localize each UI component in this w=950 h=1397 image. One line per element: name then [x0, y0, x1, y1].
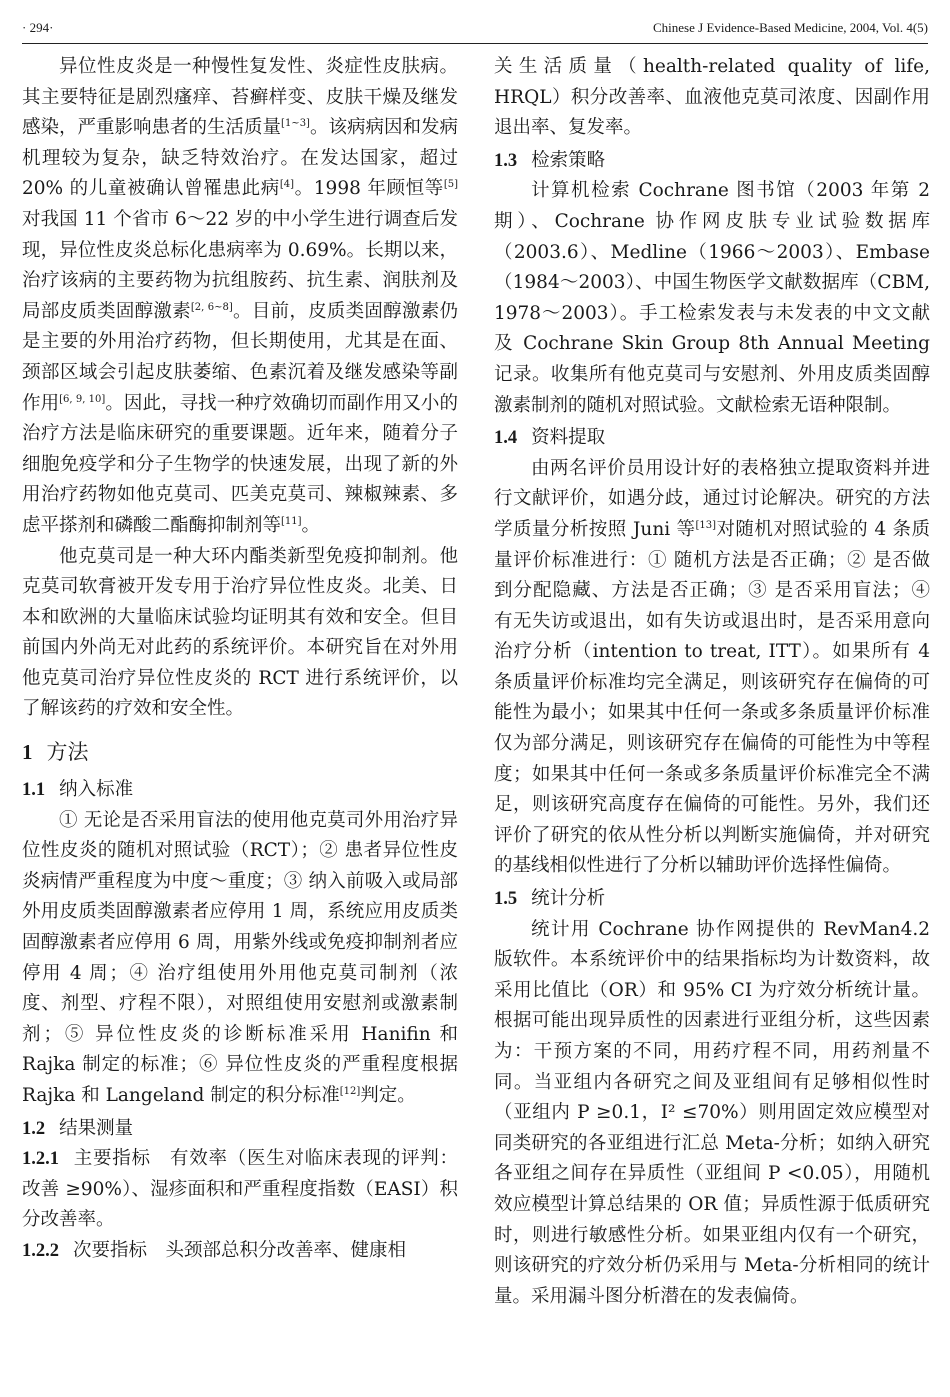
- intro-paragraph-1: 异位性皮炎是一种慢性复发性、炎症性皮肤病。其主要特征是剧烈瘙痒、苔癣样变、皮肤干燥及继发感染，严重影响患者的生活质量[1~3]。该病病因和发病机理较为复杂，缺乏特效治疗。在发达国家，超过 20% 的儿童被确认曾罹患此病[4]。1998 年顾恒等[5]对我国 11 个省市 6～22 岁的中小学生进行调查后发现，异位性皮炎总标化患病率为 0.69%。长期以来，治疗该病的主要药物为抗组胺药、抗生素、润肤剂及局部皮质类固醇激素[2, 6~8]。目前，皮质类固醇激素仍是主要的外用治疗药物，但长期使用，尤其是在面、颈部区域会引起皮肤萎缩、色素沉着及继发感染等副作用[6, 9, 10]。因此，寻找一种疗效确切而副作用又小的治疗方法是临床研究的重要课题。近年来，随着分子细胞免疫学和分子生物学的快速发展，出现了新的外用治疗药物如他克莫司、匹美克莫司、辣椒辣素、多虑平搽剂和磷酸二酯酶抑制剂等[11]。: [22, 56, 458, 536]
- search-strategy-paragraph: 计算机检索 Cochrane 图书馆（2003 年第 2 期）、Cochrane 协作网皮肤专业试验数据库（2003.6）、Medline（1966～2003）、Embase（1984～2003）、中国生物医学文献数据库（CBM, 1978～2003）。手工检索发表与未发表的中文文献及 Cochrane Skin Group 8th Annual Meeting 记录。收集所有他克莫司与安慰剂、外用皮质类固醇激素制剂的随机对照试验。文献检索无语种限制。: [494, 180, 930, 416]
- subsection-heading-statistics: 1.5 统计分析: [494, 888, 606, 910]
- primary-outcomes-paragraph: 1.2.1 主要指标 有效率（医生对临床表现的评判：改善 ≥90%）、湿疹面积和严重程度指数（EASI）积分改善率。: [22, 1148, 458, 1231]
- reference-mark: [13]: [695, 519, 716, 531]
- reference-mark: [4]: [279, 179, 295, 191]
- data-extraction-paragraph: 由两名评价员用设计好的表格独立提取资料并进行文献评价，如遇分歧，通过讨论解决。研究的方法学质量分析按照 Juni 等[13]对随机对照试验的 4 条质量评价标准进行：① 随机方法是否正确；② 是否做到分配隐藏、方法是否正确；③ 是否采用盲法；④ 有无失访或退出，如有失访或退出时，是否采用意向治疗分析（intention to treat, ITT）。如果所有 4 条质量评价标准均完全满足，则该研究存在偏倚的可能性为最小；如果其中任何一条或多条质量评价标准仅为部分满足，则该研究存在偏倚的可能性为中等程度；如果其中任何一条或多条质量评价标准完全不满足，则该研究高度存在偏倚的可能性。另外，我们还评价了研究的依从性分析以判断实施偏倚，并对研究的基线相似性进行了分析以辅助评价选择性偏倚。: [494, 457, 930, 877]
- secondary-outcomes-continued: 关生活质量（health-related quality of life, HRQL）积分改善率、血液他克莫司浓度、因副作用退出率、复发率。: [494, 56, 930, 139]
- page-number: · 294·: [22, 20, 54, 35]
- header-rule: [22, 43, 928, 44]
- reference-mark: [1~3]: [281, 118, 310, 130]
- reference-mark: [5]: [443, 179, 458, 191]
- secondary-outcomes-paragraph: 1.2.2 次要指标 头颈部总积分改善率、健康相: [22, 1239, 407, 1261]
- reference-mark: [12]: [339, 1086, 361, 1097]
- left-column: [22, 52, 458, 1267]
- running-header: [22, 18, 928, 40]
- right-column: [494, 52, 930, 1312]
- reference-mark: [6, 9, 10]: [59, 393, 106, 405]
- subsection-heading-outcomes: 1.2 结果测量: [22, 1117, 134, 1139]
- section-heading-methods: 1 方法: [22, 740, 89, 765]
- subsection-heading-search: 1.3 检索策略: [494, 149, 606, 171]
- subsection-heading-inclusion: 1.1 纳入标准: [22, 779, 134, 801]
- inclusion-criteria-paragraph: ① 无论是否采用盲法的使用他克莫司外用治疗异位性皮炎的随机对照试验（RCT）；② 患者异位性皮炎病情严重程度为中度～重度；③ 纳入前吸入或局部外用皮质类固醇激素者应停用 1 周，系统应用皮质类固醇激素者应停用 6 周，用紫外线或免疫抑制剂者应停用 4 周；④ 治疗组使用外用他克莫司制剂（浓度、剂型、疗程不限），对照组使用安慰剂或激素制剂；⑤ 异位性皮炎的诊断标准采用 Hanifin 和 Rajka 制定的标准；⑥ 异位性皮炎的严重程度根据 Rajka 和 Langeland 制定的积分标准[12]判定。: [22, 809, 458, 1106]
- reference-mark: [2, 6~8]: [190, 301, 233, 313]
- statistics-paragraph: 统计用 Cochrane 协作网提供的 RevMan4.2 版软件。本系统评价中的结果指标均为计数资料，故采用比值比（OR）和 95% CI 为疗效分析统计量。根据可能出现异质性的因素进行亚组分析，这些因素为：干预方案的不同，用药疗程不同，用药剂量不同。当亚组内各研究之间及亚组间有足够相似性时（亚组内 P ≥0.1，I² ≤70%）则用固定效应模型对同类研究的各亚组进行汇总 Meta-分析；如纳入研究各亚组之间存在异质性（亚组间 P <0.05），用随机效应模型计算总结果的 OR 值；异质性源于低质研究时，则进行敏感性分析。如果亚组内仅有一个研究，则该研究的疗效分析仍采用与 Meta-分析相同的统计量。采用漏斗图分析潜在的发表偏倚。: [494, 918, 930, 1307]
- intro-paragraph-2: 他克莫司是一种大环内酯类新型免疫抑制剂。他克莫司软膏被开发专用于治疗异位性皮炎。北美、日本和欧洲的大量临床试验均证明其有效和安全。但目前国内外尚无对此药的系统评价。本研究旨在对外用他克莫司治疗异位性皮炎的 RCT 进行系统评价，以了解该药的疗效和安全性。: [22, 545, 458, 720]
- reference-mark: [11]: [281, 515, 302, 527]
- journal-citation: Chinese J Evidence-Based Medicine, 2004, Vol. 4(5): [653, 20, 928, 35]
- subsection-heading-extraction: 1.4 资料提取: [494, 427, 606, 449]
